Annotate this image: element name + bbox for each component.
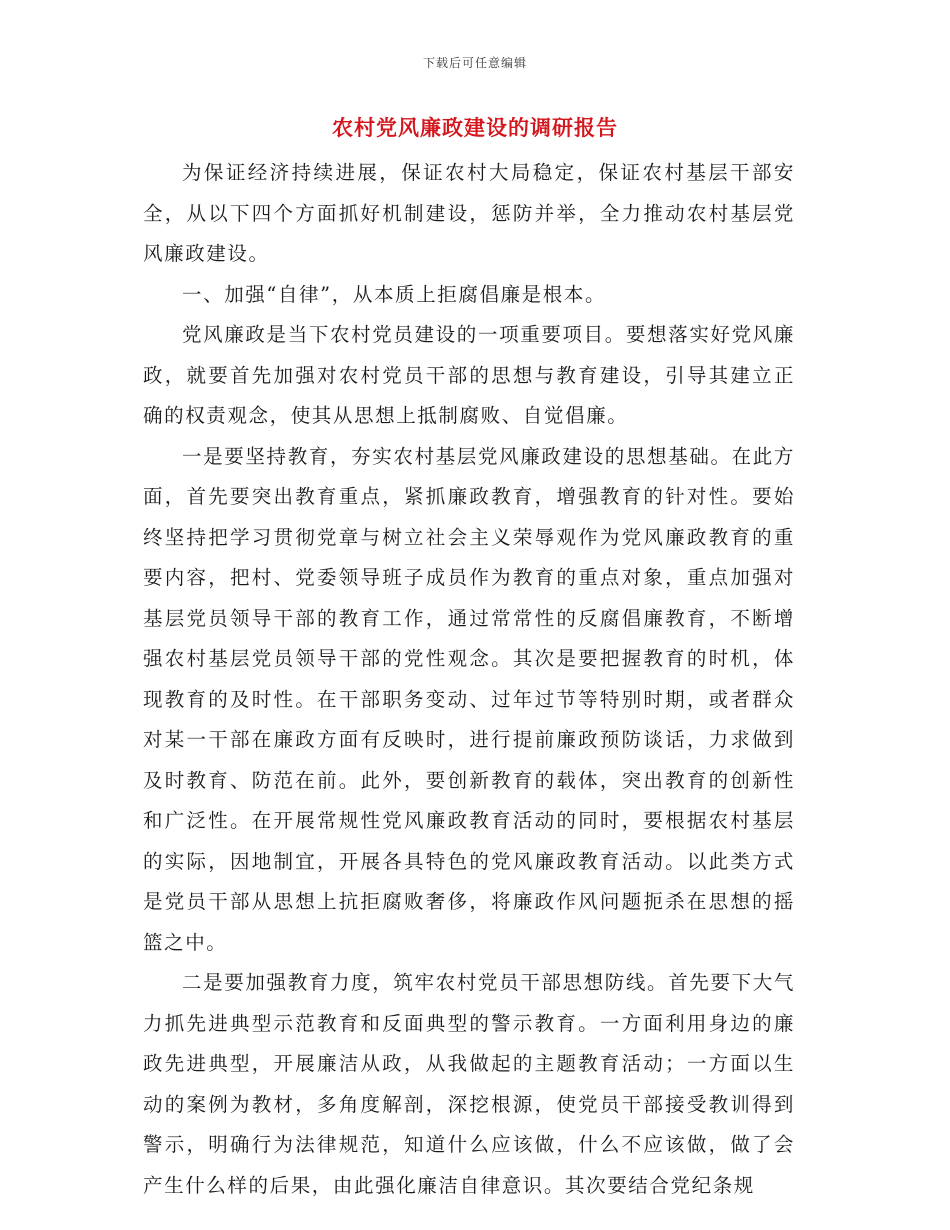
paragraph: 党风廉政是当下农村党员建设的一项重要项目。要想落实好党风廉政，就要首先加强对农村党员干部的思想与教育建设，引导其建立正确的权责观念，使其从思想上抵制腐败、自觉倡廉。	[143, 323, 795, 427]
paragraph: 一是要坚持教育，夯实农村基层党风廉政建设的思想基础。在此方面，首先要突出教育重点，紧抓廉政教育，增强教育的针对性。要始终坚持把学习贯彻党章与树立社会主义荣辱观作为党风廉政教育的重要内容，把村、党委领导班子成员作为教育的重点对象，重点加强对基层党员领导干部的教育工作，通过常常性的反腐倡廉教育，不断增强农村基层党员领导干部的党性观念。其次是要把握教育的时机，体现教育的及时性。在干部职务变动、过年过节等特别时期，或者群众对某一干部在廉政方面有反映时，进行提前廉政预防谈话，力求做到及时教育、防范在前。此外，要创新教育的载体，突出教育的创新性和广泛性。在开展常规性党风廉政教育活动的同时，要根据农村基层的实际，因地制宜，开展各具特色的党风廉政教育活动。以此类方式是党员干部从思想上抗拒腐败奢侈，将廉政作风问题扼杀在思想的摇篮之中。	[143, 444, 795, 954]
document-title: 农村党风廉政建设的调研报告	[332, 115, 618, 140]
paragraph-intro: 为保证经济持续进展，保证农村大局稳定，保证农村基层干部安全，从以下四个方面抓好机制建设，惩防并举，全力推动农村基层党风廉政建设。	[143, 161, 795, 265]
document-body	[143, 153, 795, 1206]
page-header: 下载后可任意编辑	[422, 56, 527, 70]
paragraph: 二是要加强教育力度，筑牢农村党员干部思想防线。首先要下大气力抓先进典型示范教育和反面典型的警示教育。一方面利用身边的廉政先进典型，开展廉洁从政，从我做起的主题教育活动；一方面以生动的案例为教材，多角度解剖，深挖根源，使党员干部接受教训得到警示，明确行为法律规范，知道什么应该做，什么不应该做，做了会产生什么样的后果，由此强化廉洁自律意识。其次要结合党纪条规	[143, 971, 795, 1197]
section-heading-1: 一、加强“自律”，从本质上拒腐倡廉是根本。	[182, 282, 607, 306]
